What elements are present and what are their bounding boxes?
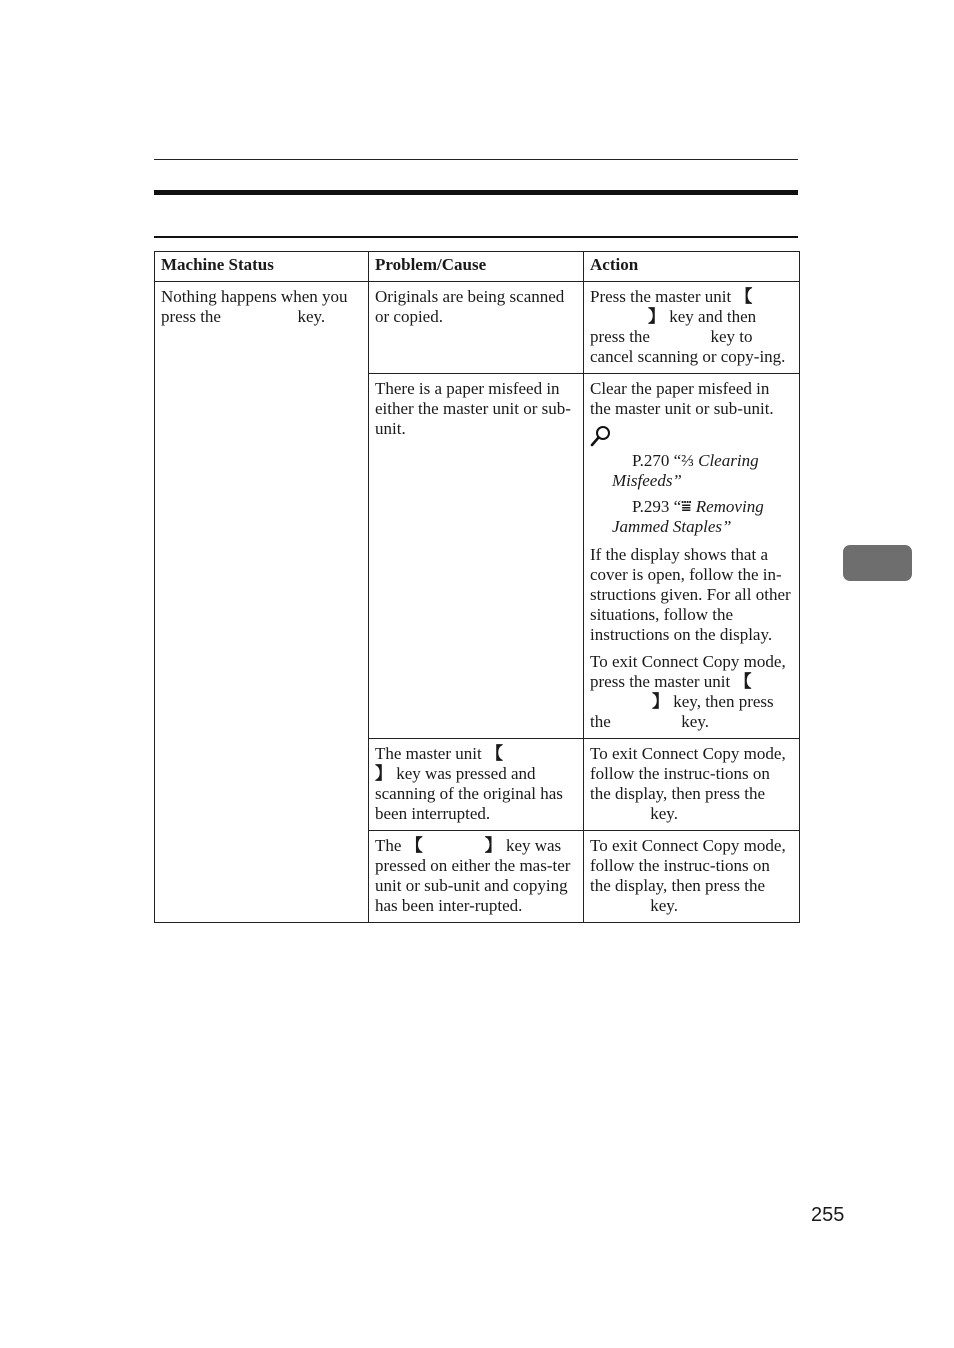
cause-text: key was pressed on either the mas-ter unit or sub-unit and copying has been inter-rupted. xyxy=(375,836,571,915)
table-row xyxy=(155,282,800,374)
action-cell xyxy=(584,831,800,923)
column-header-action: Action xyxy=(584,252,800,282)
action-text: key. xyxy=(650,804,678,823)
cause-text: The xyxy=(375,836,402,855)
action-cell xyxy=(584,282,800,374)
key-bracket-open: 【 xyxy=(405,836,423,855)
action-text: key. xyxy=(650,896,678,915)
cause-text: key was pressed and scanning of the original has been interrupted. xyxy=(375,764,563,823)
cause-cell: There is a paper misfeed in either the master unit or sub-unit. xyxy=(369,374,584,739)
key-bracket-close: 】 xyxy=(484,836,502,855)
reference-title: Removing Jammed Staples” xyxy=(612,497,764,536)
chapter-tab xyxy=(843,545,912,581)
header-rule-thick xyxy=(154,190,798,195)
key-bracket-open: 【 xyxy=(485,744,503,763)
action-text: To exit Connect Copy mode, follow the instruc-tions on the display, then press the xyxy=(590,744,786,803)
action-text: key, then press the xyxy=(590,692,774,731)
reference-removing-jammed-staples[interactable] xyxy=(590,497,794,537)
staple-icon: ⩸ xyxy=(681,497,692,516)
reference-title: Clearing Misfeeds” xyxy=(612,451,759,490)
action-paragraph xyxy=(590,652,794,732)
machine-status-cell xyxy=(155,282,369,923)
key-bracket-close: 】 xyxy=(652,692,669,711)
section-rule xyxy=(154,236,798,238)
machine-status-text-after: key. xyxy=(297,307,326,326)
page-number: 255 xyxy=(811,1204,845,1226)
reference-page: P.293 “ xyxy=(632,497,682,516)
column-header-problem-cause: Problem/Cause xyxy=(369,252,584,282)
machine-status-text-before: Nothing happens when you press the xyxy=(161,287,348,326)
cause-cell: Originals are being scanned or copied. xyxy=(369,282,584,374)
header-rule-thin xyxy=(154,159,798,160)
troubleshooting-table xyxy=(154,251,800,923)
reference-clearing-misfeeds[interactable] xyxy=(590,451,794,491)
magnifying-glass-icon xyxy=(590,425,612,447)
action-text: key and then press the xyxy=(590,307,757,346)
action-cell xyxy=(584,374,800,739)
cause-cell xyxy=(369,831,584,923)
action-text: key to cancel scanning or copy-ing. xyxy=(590,327,786,366)
key-bracket-close: 】 xyxy=(648,307,665,326)
action-text: Press the master unit xyxy=(590,287,732,306)
cause-text: The master unit xyxy=(375,744,482,763)
key-bracket-close: 】 xyxy=(375,764,392,783)
action-text: key. xyxy=(681,712,709,731)
action-text: To exit Connect Copy mode, follow the instruc-tions on the display, then press the xyxy=(590,836,786,895)
action-intro: Clear the paper misfeed in the master unit or sub-unit. xyxy=(590,379,774,418)
key-bracket-open: 【 xyxy=(735,287,753,306)
reference-page: P.270 “ xyxy=(632,451,682,470)
action-cell xyxy=(584,739,800,831)
key-bracket-open: 【 xyxy=(734,672,752,691)
cause-cell xyxy=(369,739,584,831)
column-header-machine-status: Machine Status xyxy=(155,252,369,282)
misfeed-icon: ⅔ xyxy=(681,451,694,470)
action-paragraph: If the display shows that a cover is open, follow the in-structions given. For all other situations, follow the instructions on the display. xyxy=(590,545,791,644)
action-text: To exit Connect Copy mode, press the master unit xyxy=(590,652,786,691)
table-header-row xyxy=(155,252,800,282)
